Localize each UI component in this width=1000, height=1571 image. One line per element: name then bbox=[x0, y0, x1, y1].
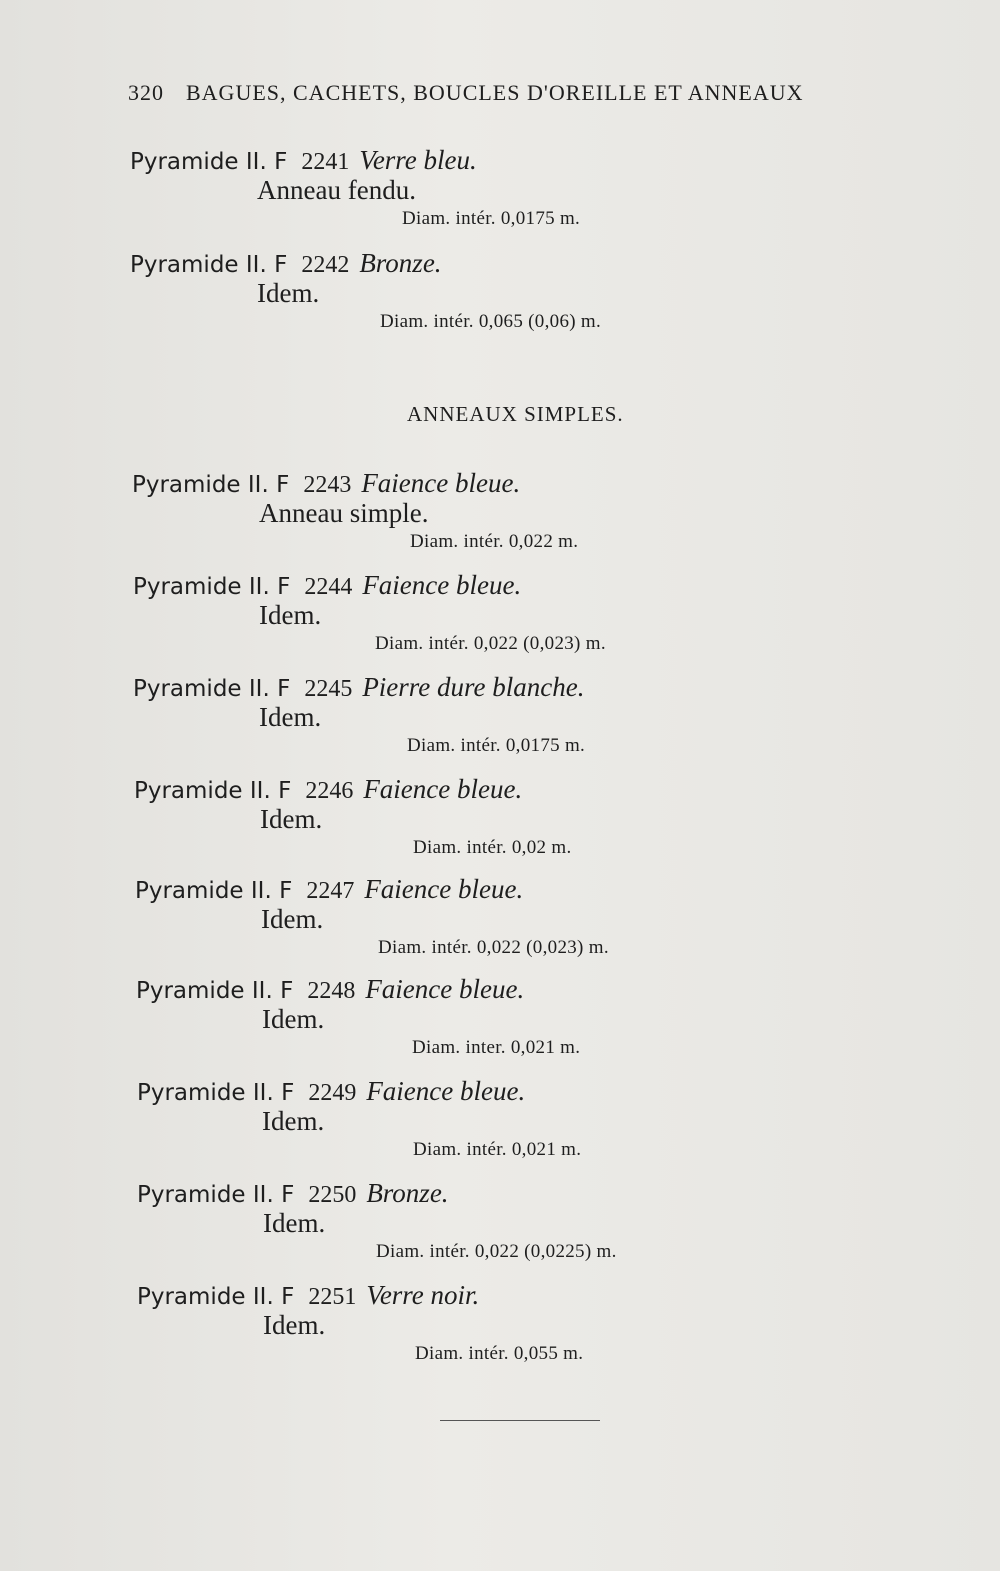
entry-number: 2243 bbox=[303, 472, 352, 498]
entry-label: Pyramide II. F bbox=[134, 778, 292, 804]
entry-measurement: Diam. intér. 0,0175 m. bbox=[402, 208, 581, 229]
entry-number: 2251 bbox=[308, 1284, 357, 1310]
entry-material: Faience bleue. bbox=[361, 468, 521, 498]
entry-description: Idem. bbox=[263, 1310, 326, 1340]
entry-description: Idem. bbox=[259, 600, 322, 630]
end-rule bbox=[440, 1420, 600, 1421]
entry-measurement: Diam. inter. 0,021 m. bbox=[412, 1037, 581, 1058]
entry-measurement: Diam. intér. 0,021 m. bbox=[413, 1139, 582, 1160]
catalog-entry bbox=[0, 874, 1000, 974]
running-title: BAGUES, CACHETS, BOUCLES D'OREILLE ET ANNEAUX bbox=[186, 80, 804, 105]
catalog-entry bbox=[0, 1076, 1000, 1176]
entry-measurement: Diam. intér. 0,02 m. bbox=[413, 837, 572, 858]
section-title: ANNEAUX SIMPLES. bbox=[407, 402, 624, 426]
catalog-entry bbox=[0, 1280, 1000, 1380]
entry-label: Pyramide II. F bbox=[130, 149, 288, 175]
catalog-entry bbox=[0, 672, 1000, 772]
entry-material: Verre bleu. bbox=[359, 145, 477, 175]
entry-material: Bronze. bbox=[359, 248, 442, 278]
entry-number: 2245 bbox=[304, 676, 353, 702]
entry-number: 2250 bbox=[308, 1182, 357, 1208]
entry-measurement: Diam. intér. 0,022 (0,0225) m. bbox=[376, 1241, 617, 1262]
page-number: 320 bbox=[128, 80, 164, 105]
catalog-entry bbox=[0, 1178, 1000, 1278]
entry-material: Faience bleue. bbox=[364, 874, 524, 904]
entry-number: 2249 bbox=[308, 1080, 357, 1106]
entry-measurement: Diam. intér. 0,065 (0,06) m. bbox=[380, 311, 602, 332]
entry-material: Faience bleue. bbox=[362, 570, 522, 600]
entry-label: Pyramide II. F bbox=[137, 1182, 295, 1208]
entry-material: Faience bleue. bbox=[363, 774, 523, 804]
entry-label: Pyramide II. F bbox=[133, 676, 291, 702]
entry-label: Pyramide II. F bbox=[136, 978, 294, 1004]
entry-number: 2247 bbox=[306, 878, 355, 904]
entry-measurement: Diam. intér. 0,022 (0,023) m. bbox=[375, 633, 606, 654]
entry-number: 2248 bbox=[307, 978, 356, 1004]
entry-description: Idem. bbox=[262, 1106, 325, 1136]
entry-material: Pierre dure blanche. bbox=[362, 672, 585, 702]
catalog-entry bbox=[0, 974, 1000, 1074]
entry-measurement: Diam. intér. 0,022 (0,023) m. bbox=[378, 937, 609, 958]
entry-number: 2244 bbox=[304, 574, 353, 600]
catalog-entry bbox=[0, 248, 1000, 348]
entry-label: Pyramide II. F bbox=[130, 252, 288, 278]
entry-description: Anneau fendu. bbox=[257, 175, 416, 205]
running-head bbox=[128, 80, 804, 106]
catalog-entry bbox=[0, 468, 1000, 568]
entry-measurement: Diam. intér. 0,055 m. bbox=[415, 1343, 584, 1364]
entry-label: Pyramide II. F bbox=[137, 1284, 295, 1310]
entry-label: Pyramide II. F bbox=[137, 1080, 295, 1106]
entry-description: Idem. bbox=[262, 1004, 325, 1034]
entry-description: Idem. bbox=[260, 804, 323, 834]
entry-description: Idem. bbox=[259, 702, 322, 732]
entry-label: Pyramide II. F bbox=[135, 878, 293, 904]
entry-description: Idem. bbox=[257, 278, 320, 308]
entry-description: Anneau simple. bbox=[259, 498, 429, 528]
entry-measurement: Diam. intér. 0,0175 m. bbox=[407, 735, 586, 756]
entry-material: Faience bleue. bbox=[366, 1076, 526, 1106]
entry-description: Idem. bbox=[263, 1208, 326, 1238]
entry-label: Pyramide II. F bbox=[133, 574, 291, 600]
entry-number: 2246 bbox=[305, 778, 354, 804]
entry-label: Pyramide II. F bbox=[132, 472, 290, 498]
entry-material: Faience bleue. bbox=[365, 974, 525, 1004]
entry-material: Bronze. bbox=[366, 1178, 449, 1208]
entry-number: 2242 bbox=[301, 252, 350, 278]
catalog-entry bbox=[0, 145, 1000, 245]
entry-description: Idem. bbox=[261, 904, 324, 934]
entry-number: 2241 bbox=[301, 149, 350, 175]
catalog-entry bbox=[0, 570, 1000, 670]
entry-material: Verre noir. bbox=[366, 1280, 480, 1310]
catalog-entry bbox=[0, 774, 1000, 874]
entry-measurement: Diam. intér. 0,022 m. bbox=[410, 531, 579, 552]
